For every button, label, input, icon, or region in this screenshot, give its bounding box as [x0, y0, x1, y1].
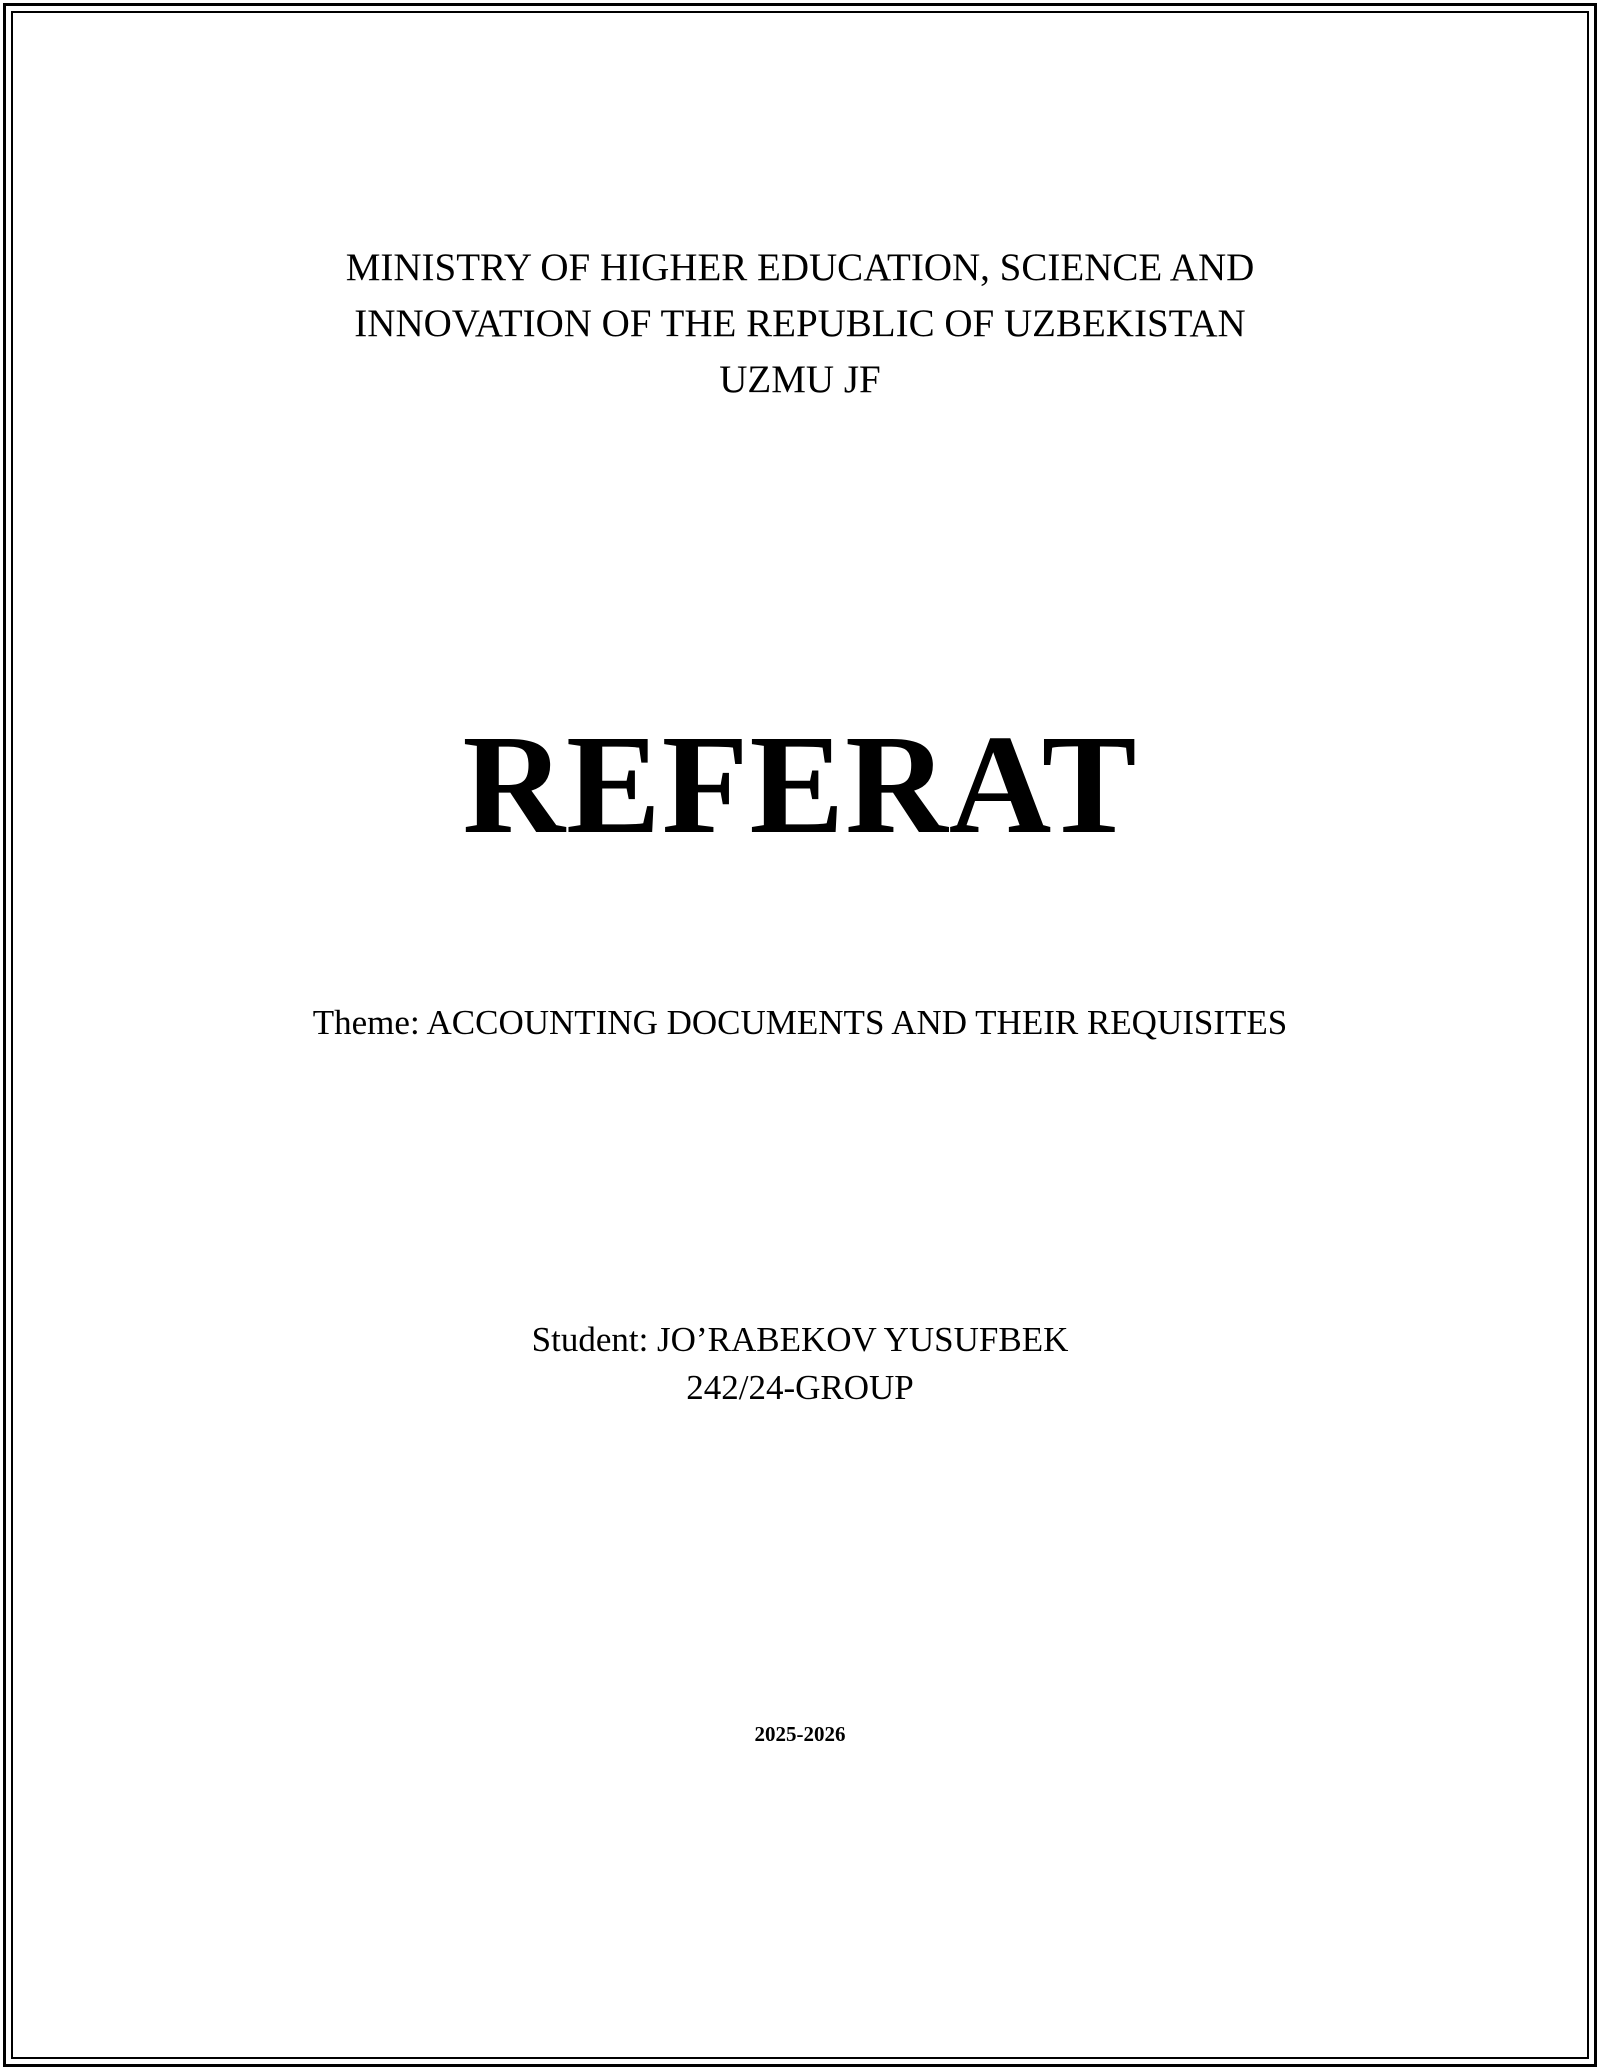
ministry-line-2: INNOVATION OF THE REPUBLIC OF UZBEKISTAN [354, 302, 1246, 345]
academic-year: 2025-2026 [754, 1722, 846, 1746]
student-group: 242/24-GROUP [686, 1368, 914, 1407]
student-name: Student: JO’RABEKOV YUSUFBEK [531, 1320, 1069, 1359]
ministry-line-1: MINISTRY OF HIGHER EDUCATION, SCIENCE AND [345, 246, 1255, 289]
theme-line: Theme: ACCOUNTING DOCUMENTS AND THEIR REQUISITES [312, 1003, 1288, 1042]
document-title: REFERAT [462, 705, 1138, 863]
university-name: UZMU JF [719, 358, 881, 401]
